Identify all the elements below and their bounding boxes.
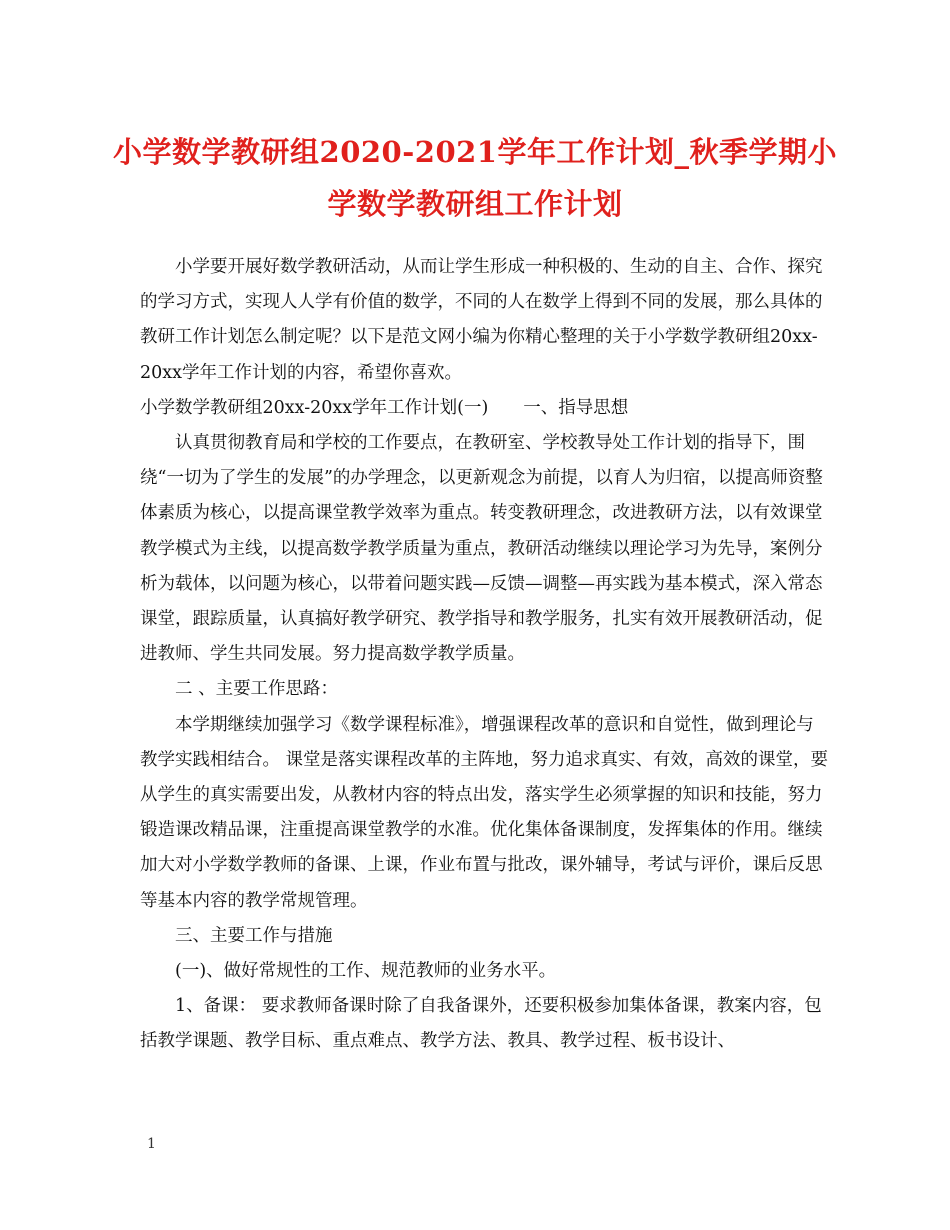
paragraph-subheading-one: (一)、做好常规性的工作、规范教师的业务水平。	[175, 961, 557, 982]
paragraph-heading-two: 二 、主要工作思路：	[175, 679, 339, 700]
paragraph-work-ideas: 本学期继续加强学习《数学课程标准》，增强课程改革的意识和自觉性，做到理论与教学实践相结合。 课堂是落实课程改革的主阵地，努力追求真实、有效，高效的课堂，要从学生的真实需要出发，从教材内容的特点出发，落实学生必须掌握的知识和技能，努力锻造课改精品课，注重提高课堂教学的水准。优化集体备课制度，发挥集体的作用。继续加大对小学数学教师的备课、上课，作业布置与批改，课外辅导，考试与评价，课后反思等基本内容的教学常规管理。	[140, 714, 829, 911]
page-number: 1	[147, 1136, 156, 1152]
document-body	[140, 250, 830, 1060]
paragraph-heading-three: 三、主要工作与措施	[175, 925, 333, 946]
paragraph-intro: 小学要开展好数学教研活动，从而让学生形成一种积极的、生动的自主、合作、探究的学习方式，实现人人学有价值的数学，不同的人在数学上得到不同的发展，那么具体的教研工作计划怎么制定呢？以下是范文网小编为你精心整理的关于小学数学教研组20xx-20xx学年工作计划的内容，希望你喜欢。	[140, 257, 823, 383]
document-title: 小学数学教研组2020-2021学年工作计划_秋季学期小学数学教研组工作计划	[113, 135, 837, 221]
paragraph-guiding-ideas: 认真贯彻教育局和学校的工作要点，在教研室、学校教导处工作计划的指导下，围绕“一切为了学生的发展”的办学理念，以更新观念为前提，以育人为归宿，以提高师资整体素质为核心，以提高课堂教学效率为重点。转变教研理念，改进教研方法，以有效课堂教学模式为主线，以提高数学教学质量为重点，教研活动继续以理论学习为先导，案例分析为载体，以问题为核心，以带着问题实践—反馈—调整—再实践为基本模式，深入常态课堂，跟踪质量，认真搞好教学研究、教学指导和教学服务，扎实有效开展教研活动，促进教师、学生共同发展。努力提高数学教学质量。	[140, 433, 823, 665]
paragraph-lesson-prep: 1、备课： 要求教师备课时除了自我备课外，还要积极参加集体备课，教案内容，包括教学课题、教学目标、重点难点、教学方法、教具、教学过程、板书设计、	[140, 996, 822, 1052]
paragraph-section-heading: 小学数学教研组20xx-20xx学年工作计划(一) 一、指导思想	[140, 397, 629, 418]
